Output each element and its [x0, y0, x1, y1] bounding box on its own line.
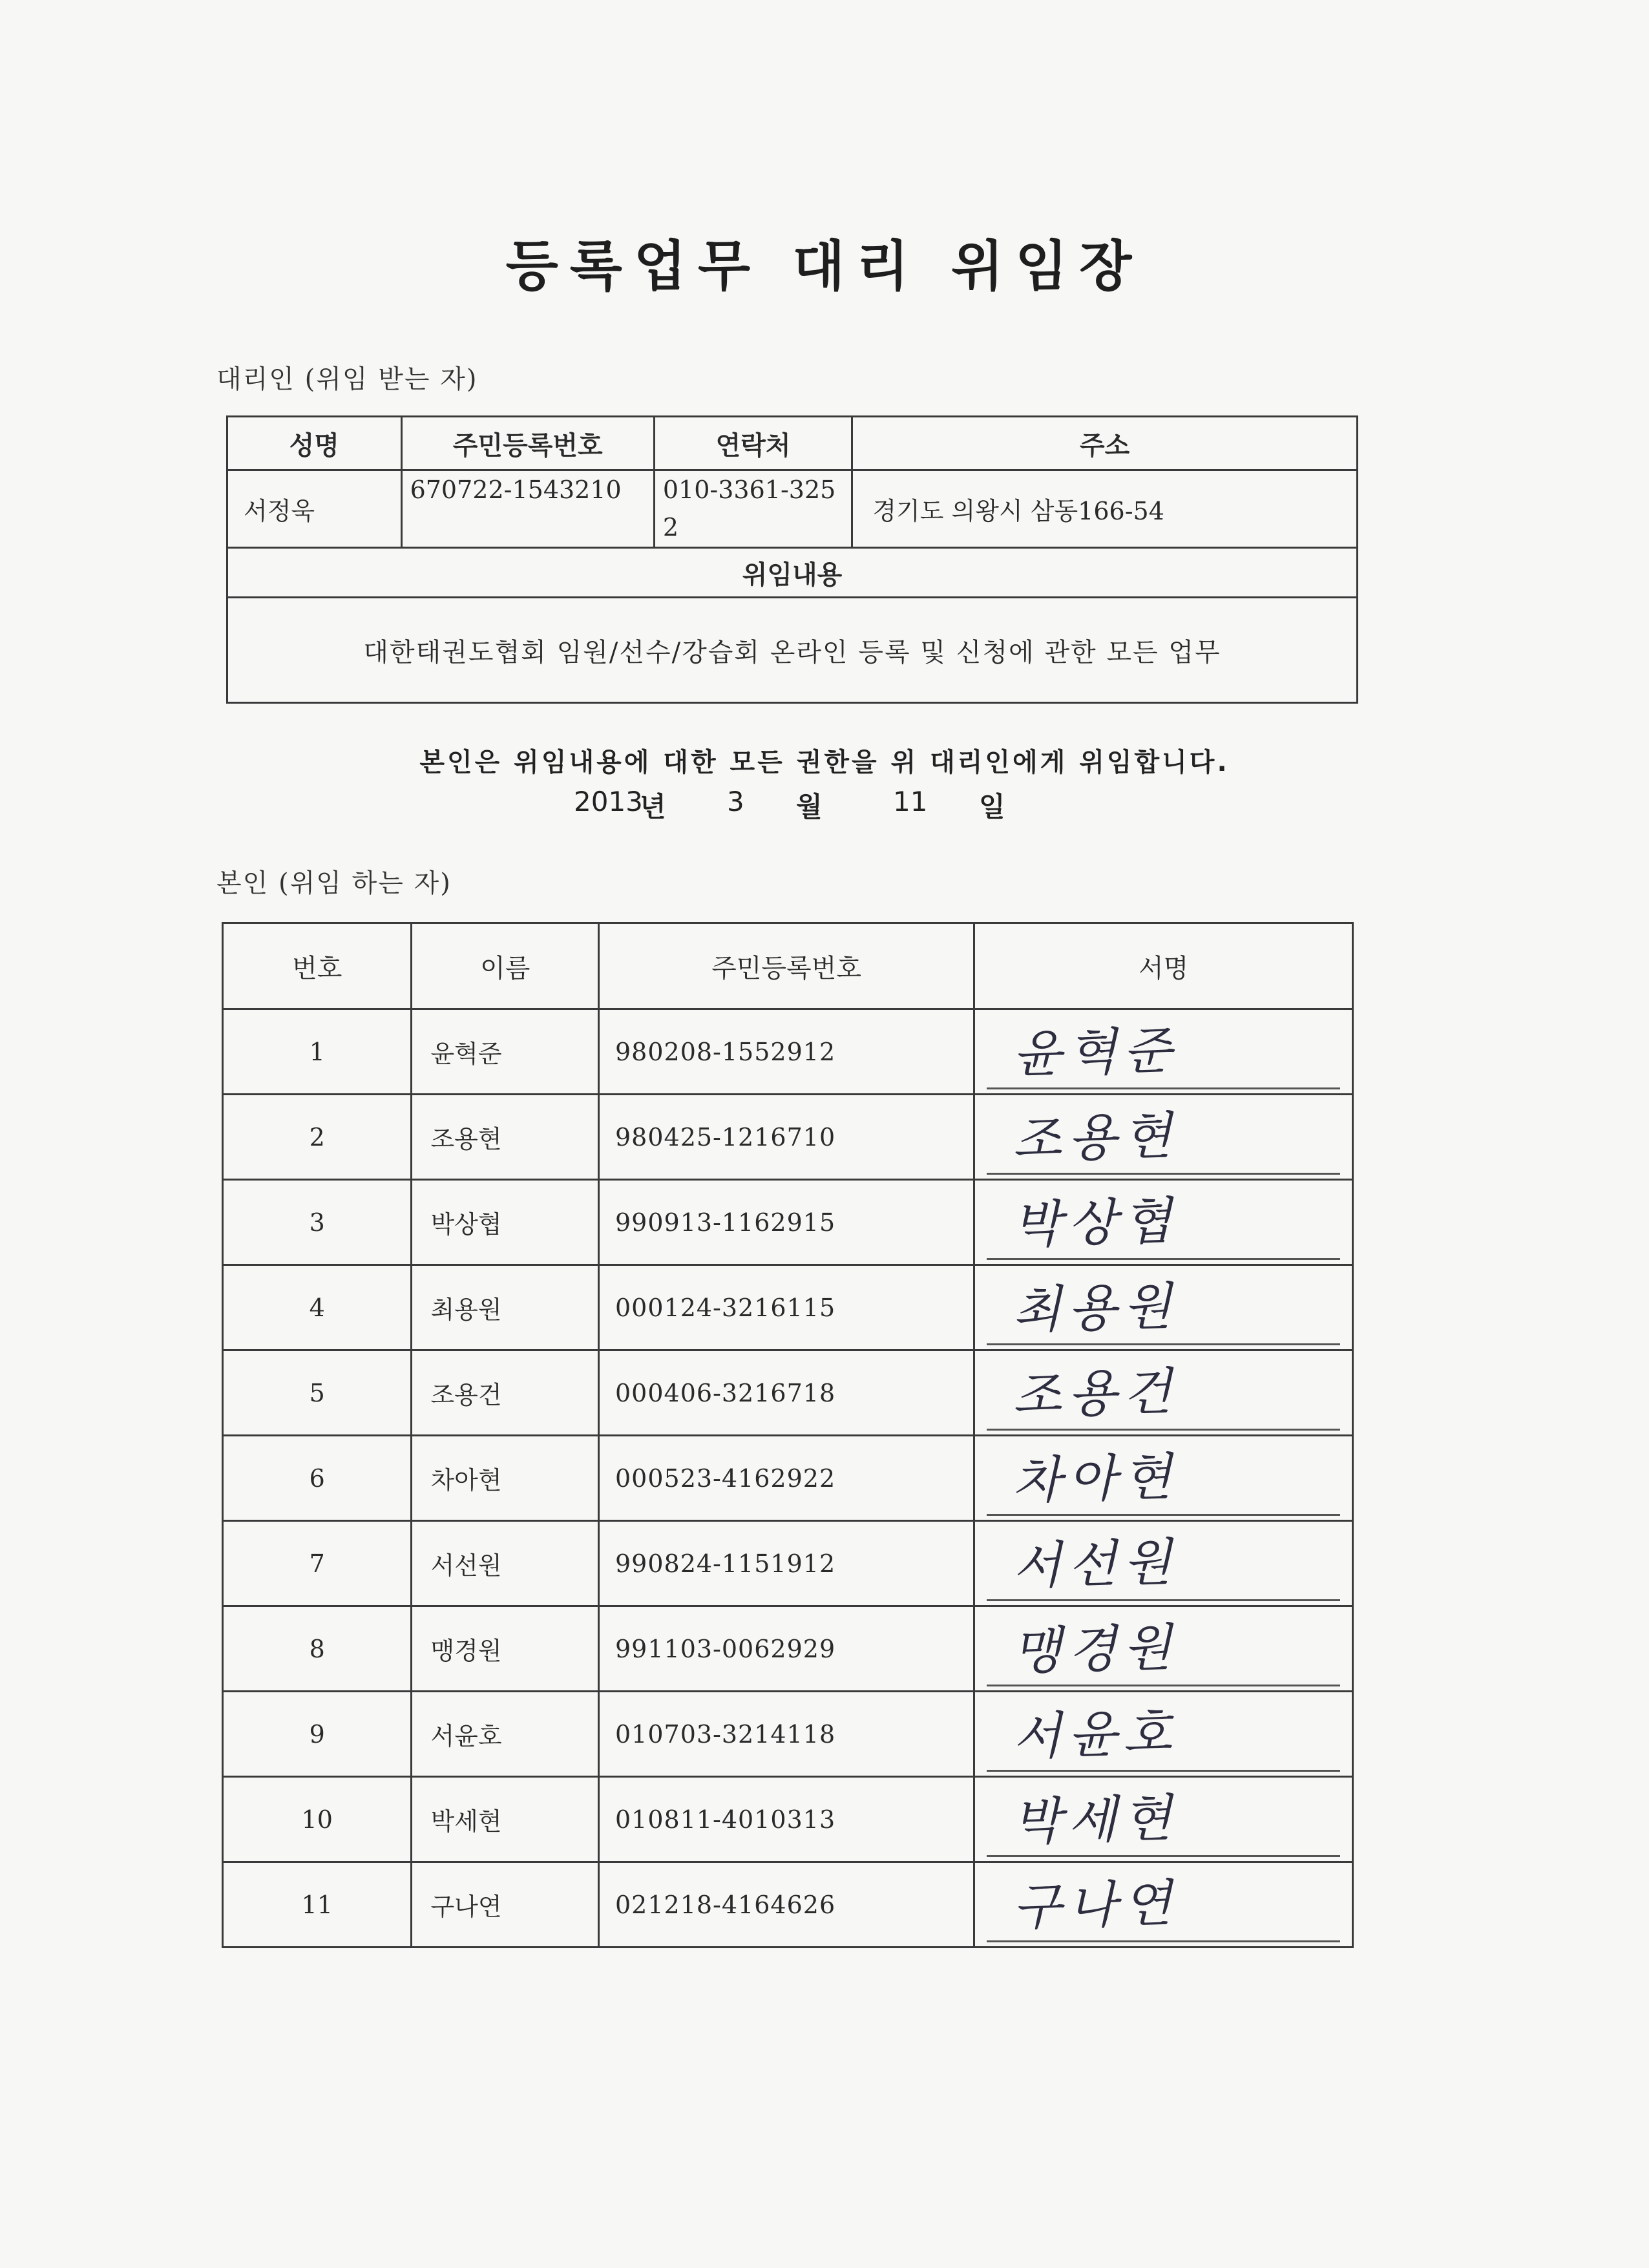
row-rrn: 010811-4010313 [598, 1777, 974, 1862]
row-name: 차아현 [412, 1436, 599, 1521]
table-row [223, 1095, 1353, 1180]
handwritten-signature: 조용현 [1012, 1107, 1179, 1170]
principal-table [222, 922, 1354, 1948]
agent-row [227, 470, 1358, 548]
delegation-statement: 본인은 위임내용에 대한 모든 권한을 위 대리인에게 위임합니다. [419, 748, 1230, 777]
row-name: 최용원 [412, 1265, 599, 1350]
signature-line [987, 1095, 1340, 1175]
row-name: 서윤호 [412, 1692, 599, 1777]
row-signature-cell [974, 1606, 1353, 1692]
row-rrn: 000406-3216718 [598, 1350, 974, 1436]
handwritten-signature: 박세현 [1012, 1789, 1179, 1852]
signature-line [987, 1522, 1340, 1601]
table-row [223, 1009, 1353, 1095]
signature-line [987, 1436, 1340, 1516]
agent-rrn: 670722-1543210 [401, 470, 654, 548]
row-signature-cell [974, 1862, 1353, 1948]
table-row [223, 1436, 1353, 1521]
row-name: 구나연 [412, 1862, 599, 1948]
row-number: 9 [223, 1692, 412, 1777]
handwritten-signature: 차아현 [1012, 1448, 1179, 1511]
handwritten-signature: 최용원 [1012, 1277, 1179, 1340]
row-signature-cell [974, 1009, 1353, 1095]
table-row [223, 1692, 1353, 1777]
header-address: 주소 [852, 417, 1358, 470]
agent-phone: 010-3361-3252 [654, 470, 852, 548]
agent-address: 경기도 의왕시 삼동166-54 [852, 470, 1358, 548]
signature-line [987, 1181, 1340, 1260]
handwritten-signature: 박상협 [1012, 1192, 1179, 1255]
signature-line [987, 1778, 1340, 1857]
signature-line [987, 1351, 1340, 1431]
row-number: 5 [223, 1350, 412, 1436]
table-row [223, 1606, 1353, 1692]
table-row [223, 1265, 1353, 1350]
date-day: 11 [893, 786, 928, 817]
row-number: 2 [223, 1095, 412, 1180]
row-number: 6 [223, 1436, 412, 1521]
table-row [223, 1180, 1353, 1265]
header-no: 번호 [223, 923, 412, 1009]
header-rrn: 주민등록번호 [598, 923, 974, 1009]
row-rrn: 021218-4164626 [598, 1862, 974, 1948]
mandate-header: 위임내용 [227, 548, 1358, 598]
row-signature-cell [974, 1692, 1353, 1777]
row-number: 3 [223, 1180, 412, 1265]
date-month: 3 [727, 786, 744, 817]
row-number: 8 [223, 1606, 412, 1692]
agent-name: 서정욱 [227, 470, 402, 548]
principal-table-header [223, 923, 1353, 1009]
row-number: 10 [223, 1777, 412, 1862]
row-rrn: 000523-4162922 [598, 1436, 974, 1521]
row-rrn: 010703-3214118 [598, 1692, 974, 1777]
principal-section-label: 본인 (위임 하는 자) [216, 868, 452, 898]
row-number: 7 [223, 1521, 412, 1606]
row-signature-cell [974, 1777, 1353, 1862]
row-signature-cell [974, 1095, 1353, 1180]
row-name: 박세현 [412, 1777, 599, 1862]
agent-table [226, 415, 1358, 704]
date-day-unit: 일 [979, 791, 1005, 823]
signature-line [987, 1266, 1340, 1345]
signature-line [987, 1010, 1340, 1089]
row-number: 1 [223, 1009, 412, 1095]
agent-section-label: 대리인 (위임 받는 자) [216, 364, 478, 394]
handwritten-signature: 윤혁준 [1012, 1022, 1179, 1084]
table-row [223, 1777, 1353, 1862]
agent-table-header [227, 417, 1358, 470]
row-name: 박상협 [412, 1180, 599, 1265]
mandate-text: 대한태권도협회 임원/선수/강습회 온라인 등록 및 신청에 관한 모든 업무 [227, 598, 1358, 703]
date-year: 2013 [574, 786, 643, 817]
row-rrn: 990913-1162915 [598, 1180, 974, 1265]
document-title: 등록업무 대리 위임장 [505, 235, 1144, 298]
handwritten-signature: 서윤호 [1012, 1704, 1179, 1767]
row-rrn: 000124-3216115 [598, 1265, 974, 1350]
handwritten-signature: 조용건 [1012, 1363, 1179, 1425]
row-name: 서선원 [412, 1521, 599, 1606]
row-number: 4 [223, 1265, 412, 1350]
header-name: 이름 [412, 923, 599, 1009]
row-rrn: 980208-1552912 [598, 1009, 974, 1095]
table-row [223, 1521, 1353, 1606]
signature-line [987, 1863, 1340, 1942]
row-signature-cell [974, 1521, 1353, 1606]
handwritten-signature: 구나연 [1012, 1874, 1179, 1937]
row-rrn: 980425-1216710 [598, 1095, 974, 1180]
row-rrn: 991103-0062929 [598, 1606, 974, 1692]
header-phone: 연락처 [654, 417, 852, 470]
row-name: 윤혁준 [412, 1009, 599, 1095]
row-signature-cell [974, 1436, 1353, 1521]
table-row [223, 1862, 1353, 1948]
header-signature: 서명 [974, 923, 1353, 1009]
header-rrn: 주민등록번호 [401, 417, 654, 470]
handwritten-signature: 서선원 [1012, 1533, 1179, 1596]
row-number: 11 [223, 1862, 412, 1948]
row-name: 맹경원 [412, 1606, 599, 1692]
header-name: 성명 [227, 417, 402, 470]
signature-line [987, 1692, 1340, 1772]
row-signature-cell [974, 1350, 1353, 1436]
handwritten-signature: 맹경원 [1012, 1619, 1179, 1681]
row-signature-cell [974, 1180, 1353, 1265]
table-row [223, 1350, 1353, 1436]
row-rrn: 990824-1151912 [598, 1521, 974, 1606]
row-name: 조용현 [412, 1095, 599, 1180]
row-name: 조용건 [412, 1350, 599, 1436]
signature-line [987, 1607, 1340, 1686]
date-month-unit: 월 [796, 791, 823, 823]
date-year-unit: 년 [640, 791, 666, 823]
row-signature-cell [974, 1265, 1353, 1350]
